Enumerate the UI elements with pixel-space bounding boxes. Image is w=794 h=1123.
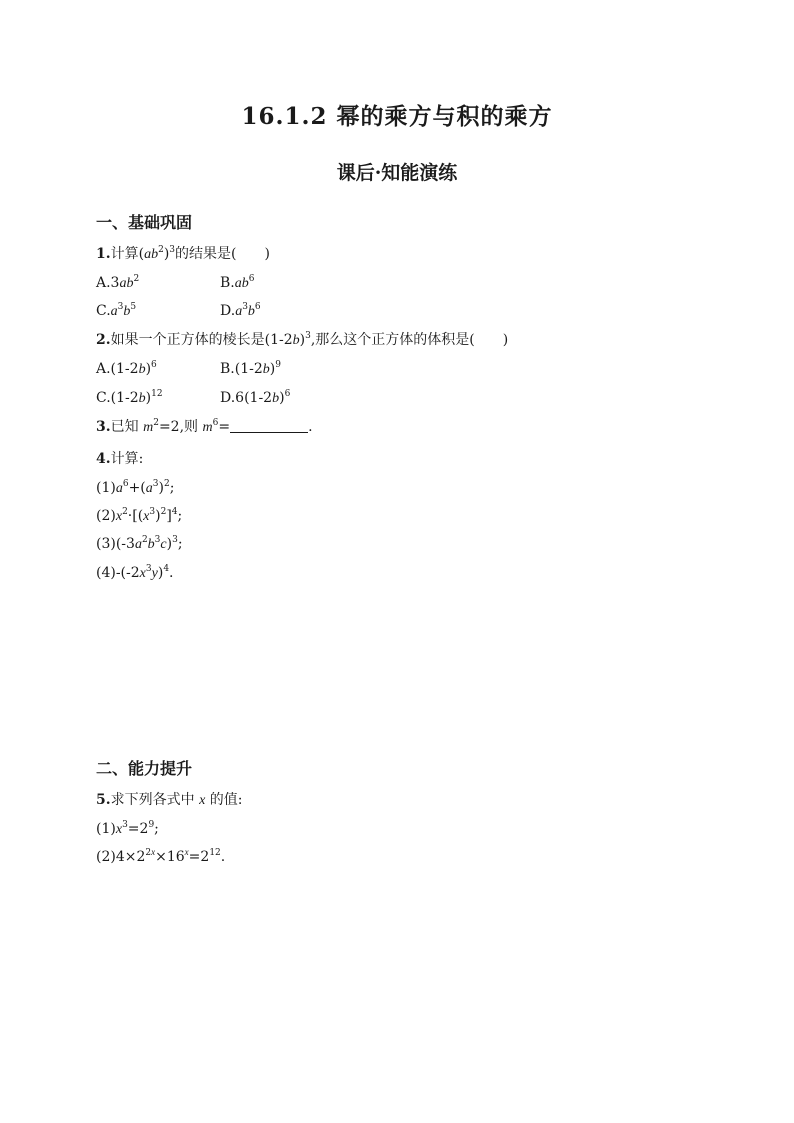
question-stem: 求下列各式中 x 的值:: [110, 792, 243, 808]
option-d[interactable]: $D.a^3b^6$: [220, 302, 261, 319]
option-d[interactable]: $D.6(1-2b)^6$: [220, 389, 291, 406]
question-1: [96, 245, 270, 264]
question-stem: 如果一个正方体的棱长是$(1-2b)^3$,那么这个正方体的体积是( ): [110, 331, 509, 348]
question-4-part-4: $(4)-(-2x^3y)^4$.: [96, 564, 174, 581]
page-title: 16.1.2 幂的乘方与积的乘方: [241, 103, 553, 130]
question-2-options-row-2: [96, 389, 396, 408]
section-heading-advanced: 二、能力提升: [96, 759, 193, 778]
option-a[interactable]: $A.3ab^2$: [96, 274, 140, 291]
question-1-options-row-2: [96, 302, 396, 321]
section-heading-basic: 一、基础巩固: [96, 213, 193, 232]
option-a[interactable]: $A.(1-2b)^6$: [96, 360, 157, 377]
question-3: 3.已知 $m^2=2$,则 $m^6=$ .: [96, 418, 313, 435]
option-b[interactable]: $B.ab^6$: [220, 274, 255, 291]
question-number: 3.: [96, 419, 111, 435]
question-number: 5.: [96, 792, 111, 808]
question-stem: 计算$(ab^2)^3$的结果是( ): [110, 245, 270, 262]
question-5: [96, 791, 242, 810]
question-2: [96, 331, 508, 350]
question-stem: 计算:: [110, 451, 144, 467]
answer-blank[interactable]: [230, 420, 308, 433]
question-4: [96, 450, 143, 468]
question-5-part-1: $(1)x^3=2^9$;: [96, 820, 159, 837]
question-4-part-1: $(1)a^6+(a^3)^2$;: [96, 479, 175, 496]
question-stem: 已知 $m^2=2$,则 $m^6=$: [110, 418, 231, 435]
option-c[interactable]: $C.a^3b^5$: [96, 302, 137, 319]
question-number: 4.: [96, 451, 111, 467]
page-subtitle: 课后·知能演练: [336, 162, 458, 184]
option-c[interactable]: $C.(1-2b)^{12}$: [96, 389, 163, 406]
question-5-part-2: $(2)4\times 2^{2x}\times 16^x=2^{12}$.: [96, 847, 226, 865]
question-number: 1.: [96, 246, 111, 262]
question-2-options-row-1: [96, 360, 396, 379]
question-4-part-3: $(3)(-3a^2b^3c)^3$;: [96, 535, 183, 552]
question-4-part-2: $(2)x^2\cdot[(x^3)^2]^4$;: [96, 507, 183, 524]
question-number: 2.: [96, 332, 111, 348]
option-b[interactable]: $B.(1-2b)^9$: [220, 360, 281, 377]
question-1-options-row-1: [96, 274, 396, 293]
